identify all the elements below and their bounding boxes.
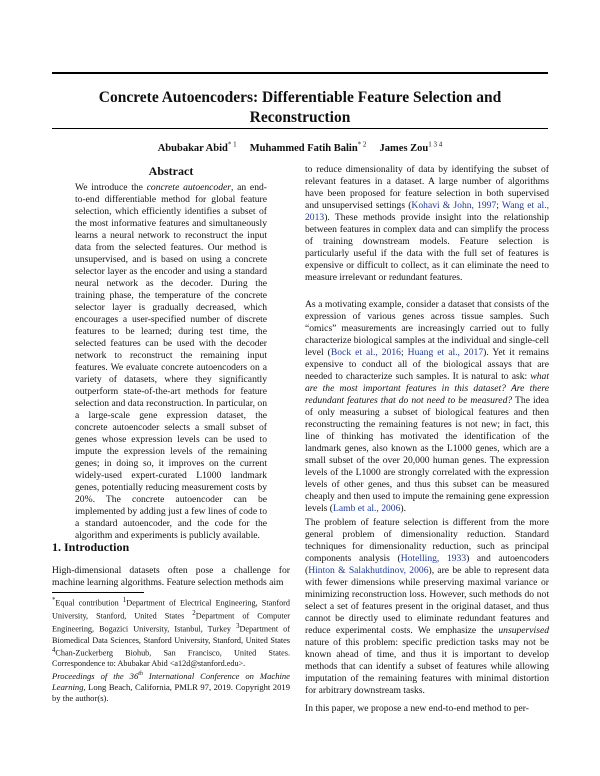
paragraph-text <box>305 703 549 715</box>
text-run: We introduce the <box>75 182 147 193</box>
text-run: ; <box>496 200 502 211</box>
introduction-heading: 1. Introduction <box>52 540 130 554</box>
text-run: As a motivating example, consider a dataset that consists of the expression of various genes across tissue samples. Such “omics” measurements are increasingly carried out to fully characterize biological samples at the individual and single-cell level ( <box>305 299 549 358</box>
abstract-heading: Abstract <box>148 164 194 178</box>
text-run: 1 <box>122 597 127 604</box>
text-run: * <box>52 597 56 604</box>
text-run: Equal contribution <box>55 598 123 608</box>
text-run: 3 <box>236 623 240 631</box>
text-run: ; <box>400 347 408 358</box>
abstract-body <box>75 182 267 542</box>
title-rule-top <box>52 72 548 74</box>
introduction-body <box>52 565 290 589</box>
paragraph-text <box>305 299 549 515</box>
text-run: Department of Computer Engineering, Bogazici University, Istanbul, Turkey <box>52 611 290 635</box>
text-run: International Conference on Machine Learning <box>52 670 290 692</box>
text-run: 2 <box>192 610 196 618</box>
text-run: , an end-to-end differentiable method for global feature selection, which efficiently identifies a subset of the most informative features and simultaneously learns a neural network to reconstruct the input data from the selected features. Our method is unsupervised, and is based on using a concrete selector layer as the encoder and using a standard neural network as the decoder. During the training phase, the temperature of the concrete selector layer is gradually decreased, which encourages a user-specified number of discrete features to be learned; during test time, the selected features can be used with the decoder network to reconstruct the remaining input features. We evaluate concrete autoencoders on a variety of datasets, where they significantly outperform state-of-the-art methods for feature selection and data reconstruction. In particular, on a large-scale gene expression dataset, the concrete autoencoder selects a small subset of genes whose expression levels can be used to impute the expression levels of the remaining genes; in doing so, it improves on the current widely-used expert-curated L1000 landmark genes, potentially reducing measurement costs by 20%. The concrete autoencoder can be implemented by adding just a few lines of code to a standard autoencoder, and the code for the algorithm and experiments is publicly available. <box>75 182 267 541</box>
citation-link[interactable]: Kohavi & John, 1997 <box>411 200 497 211</box>
text-run: 4 <box>52 647 56 655</box>
title-rule-bottom <box>52 128 548 129</box>
right-paragraph-2 <box>305 299 549 515</box>
text-run: The idea of only measuring a subset of biological features and then reconstructing the remaining features is not new; in fact, this line of thinking has motivated the identification of the landmark genes, also known as the L1000 genes, which are a small subset of the over 20,000 human genes. The expression levels of the L1000 are strongly correlated with the expression levels of other genes, and thus this subset can be measured cheaply and then used to impute the remaining gene expression levels ( <box>305 395 549 514</box>
citation-link[interactable]: Hotelling, 1933 <box>400 553 467 564</box>
text-run: concrete autoencoder <box>146 182 232 193</box>
abstract-text <box>75 182 267 542</box>
footnote-text <box>52 596 290 670</box>
text-run: Department of Biomedical Data Sciences, Stanford University, Stanford, United States <box>52 625 291 645</box>
text-run: ). These methods provide insight into the relationship between features in complex data and can simplify the process of training downstream models. Feature selection is particularly useful if the data with the full set of features is expensive or difficult to collect, as it can eliminate the need to measure irrelevant or redundant features. <box>305 212 549 283</box>
author-3: James Zou$^{1 3 4}$ <box>379 140 443 154</box>
paragraph-text <box>305 164 549 284</box>
citation-link[interactable]: Huang et al., 2017 <box>407 347 484 358</box>
text-run: The problem of feature selection is different from the more general problem of dimensionality reduction. Standard techniques for dimensionality reduction, such as principal components analysis ( <box>305 517 549 564</box>
introduction-text <box>52 565 290 589</box>
text-run: ). Yet it remains expensive to conduct all of the biological assays that are needed to characterize such samples. It is natural to ask: <box>305 347 549 382</box>
citation-link[interactable]: Wang et al., 2013 <box>305 200 549 223</box>
text-run: Department of Electrical Engineering, Stanford University, Stanford, United States <box>52 598 290 621</box>
citation-link[interactable]: Hinton & Salakhutdinov, 2006 <box>308 565 429 576</box>
paper-title: Concrete Autoencoders: Differentiable Feature Selection and Reconstruction <box>98 89 502 126</box>
text-run: In this paper, we propose a new end-to-end method to per- <box>305 703 530 714</box>
text-run: ), are be able to represent data with fewer dimensions while preserving maximal variance or minimizing reconstruction loss. However, such methods do not select a set of features present in the original dataset, and thus cannot be directly used to eliminate redundant features and reduce experimental costs. We emphasize the <box>305 565 550 636</box>
paragraph-text <box>305 517 549 697</box>
author-list <box>52 137 548 156</box>
citation-link[interactable]: Lamb et al., 2006 <box>332 503 401 514</box>
text-run: Chan-Zuckerberg Biohub, San Francisco, United States. Correspondence to: Abubakar Abid <a12d@stanford.edu>. <box>52 648 290 669</box>
text-run: High-dimensional datasets often pose a challenge for machine learning algorithms. Feature selection methods aim <box>52 565 290 588</box>
affiliations-footnote <box>52 596 290 670</box>
text-run: nature of this problem: specific prediction tasks may not be known ahead of time, and thus it is important to develop methods that can identify a subset of features while allowing imputation of the remaining features with minimal distortion for arbitrary downstream tasks. <box>305 637 549 696</box>
author-1: Abubakar Abid$^{* 1}$ <box>157 140 237 154</box>
right-paragraph-3 <box>305 517 549 697</box>
text-run: unsupervised <box>498 625 549 636</box>
footnote-rule <box>52 592 144 593</box>
text-run: th <box>138 671 143 677</box>
text-run: ) and autoencoders ( <box>305 553 549 576</box>
author-2: Muhammed Fatih Balin$^{* 2}$ <box>249 140 367 154</box>
proceedings-text <box>52 669 290 704</box>
text-run: , Long Beach, California, PMLR 97, 2019. Copyright 2019 by the author(s). <box>52 681 290 703</box>
text-run: ). <box>400 503 406 514</box>
text-run: Proceedings of the 36 <box>52 670 139 681</box>
citation-link[interactable]: Bock et al., 2016 <box>330 347 401 358</box>
proceedings-note <box>52 669 290 704</box>
right-paragraph-1 <box>305 164 549 284</box>
text-run: to reduce dimensionality of data by identifying the subset of relevant features in a dataset. A large number of algorithms have been proposed for feature selection in both supervised and unsupervised settings ( <box>305 164 549 211</box>
right-paragraph-4 <box>305 703 549 715</box>
text-run: what are the most important features in this dataset? Are there redundant features that do not need to be measured? <box>305 371 549 406</box>
